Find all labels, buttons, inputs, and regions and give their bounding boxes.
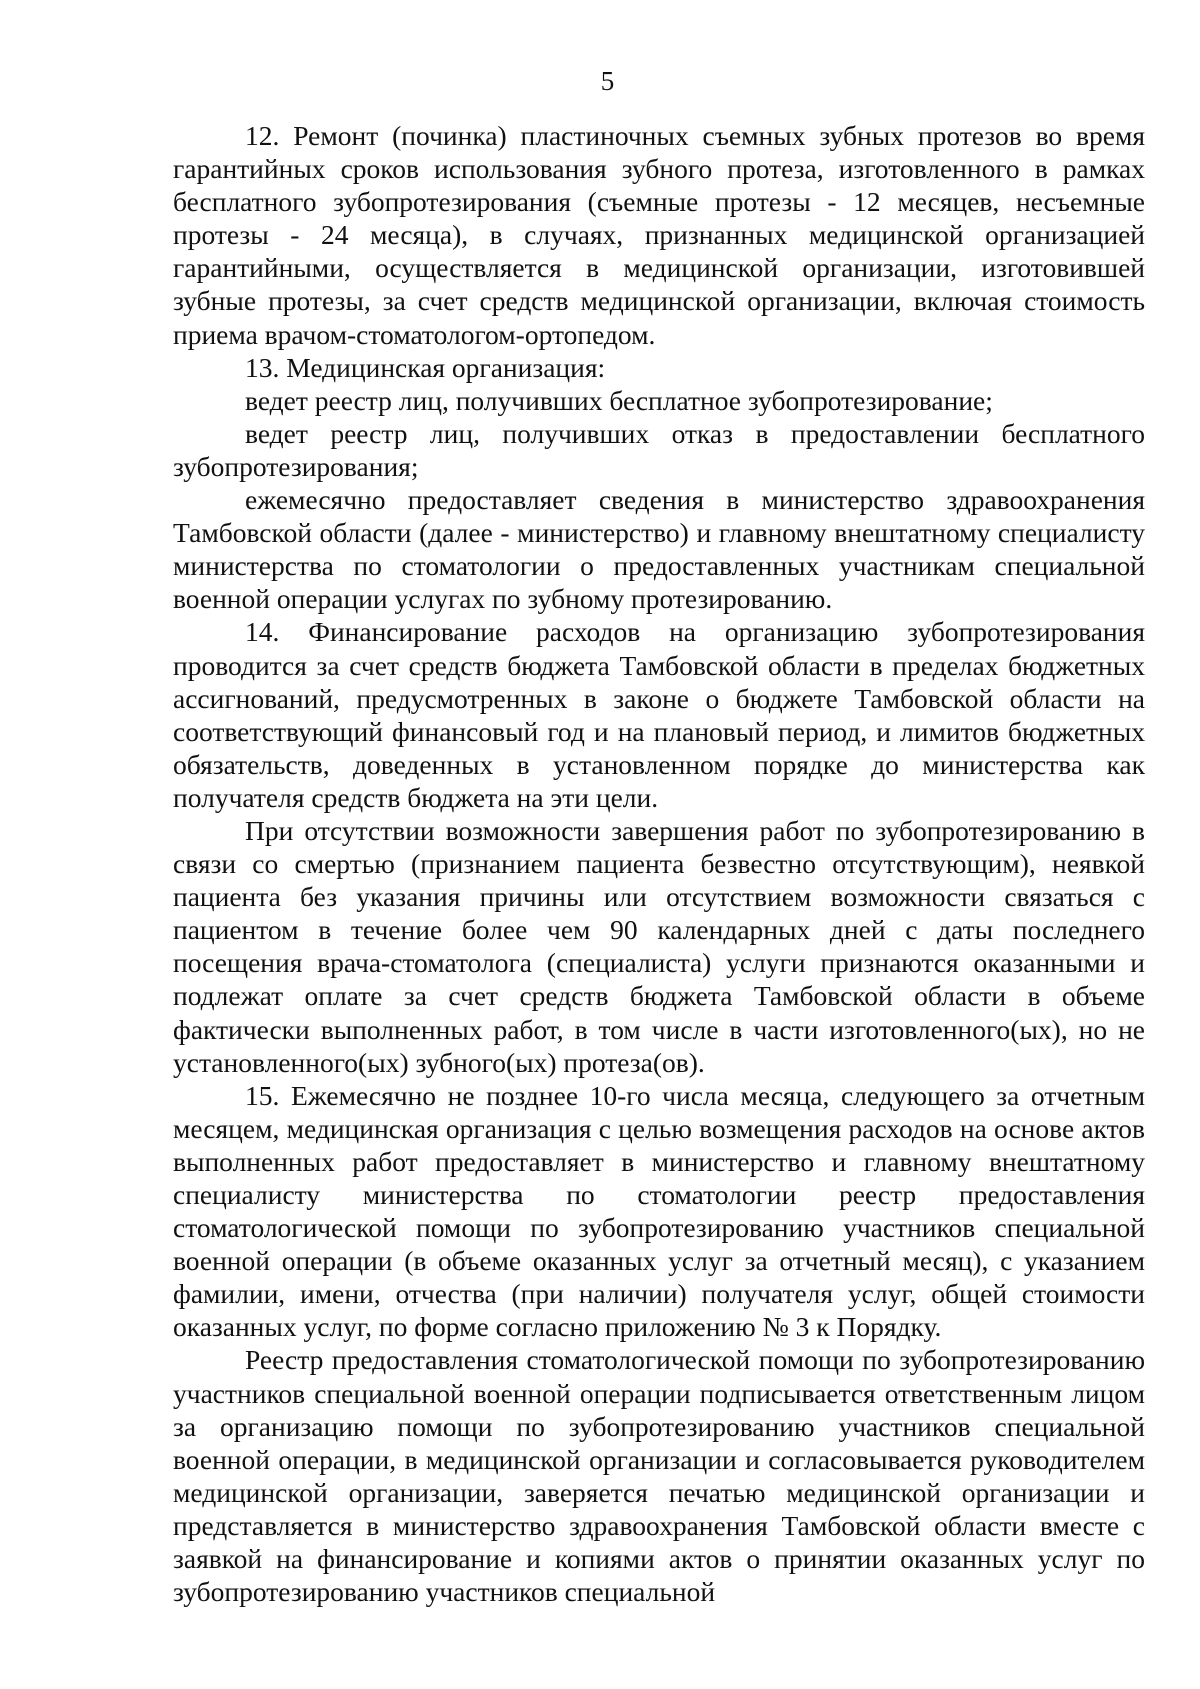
paragraph-14-incomplete-work: При отсутствии возможности завершения работ по зубопротезированию в связи со смертью (признанием пациента безвестно отсутствующим), неявкой пациента без указания причины или отсутствием возможности связаться с пациентом в течение более чем 90 календарных дней с даты последнего посещения врача-стоматолога (специалиста) услуги признаются оказанными и подлежат оплате за счет средств бюджета Тамбовской области в объеме фактически выполненных работ, в том числе в части изготовленного(ых), но не установленного(ых) зубного(ых) протеза(ов).: [173, 814, 1145, 1078]
page-number: 5: [600, 66, 615, 96]
paragraph-12-repair: 12. Ремонт (починка) пластиночных съемных зубных протезов во время гарантийных сроков использования зубного протеза, изготовленного в рамках бесплатного зубопротезирования (съемные протезы - 12 месяцев, несъемные протезы - 24 месяца), в случаях, признанных медицинской организацией гарантийными, осуществляется в медицинской организации, изготовившей зубные протезы, за счет средств медицинской организации, включая стоимость приема врачом-стоматологом-ортопедом.: [173, 120, 1145, 350]
paragraph-15-registry-signing: Реестр предоставления стоматологической помощи по зубопротезированию участников специальной военной операции подписывается ответственным лицом за организацию помощи по зубопротезированию участников специальной военной операции, в медицинской организации и согласовывается руководителем медицинской организации, заверяется печатью медицинской организации и представляется в министерство здравоохранения Тамбовской области вместе с заявкой на финансирование и копиями актов о принятии оказанных услуг по зубопротезированию участников специальной: [173, 1344, 1145, 1608]
paragraph-13-monthly-report: ежемесячно предоставляет сведения в министерство здравоохранения Тамбовской области (далее - министерство) и главному внештатному специалисту министерства по стоматологии о предоставленных участникам специальной военной операции услугах по зубному протезированию.: [173, 484, 1145, 615]
paragraph-15-monthly-registry: 15. Ежемесячно не позднее 10-го числа месяца, следующего за отчетным месяцем, медицинская организация с целью возмещения расходов на основе актов выполненных работ предоставляет в министерство и главному внештатному специалисту министерства по стоматологии реестр предоставления стоматологической помощи по зубопротезированию участников специальной военной операции (в объеме оказанных услуг за отчетный месяц), с указанием фамилии, имени, отчества (при наличии) получателя услуг, общей стоимости оказанных услуг, по форме согласно приложению № 3 к Порядку.: [173, 1079, 1145, 1343]
paragraph-14-financing: 14. Финансирование расходов на организацию зубопротезирования проводится за счет средств бюджета Тамбовской области в пределах бюджетных ассигнований, предусмотренных в законе о бюджете Тамбовской области на соответствующий финансовый год и на плановый период, и лимитов бюджетных обязательств, доведенных в установленном порядке до министерства как получателя средств бюджета на эти цели.: [173, 616, 1145, 813]
paragraph-13-heading: 13. Медицинская организация:: [245, 351, 606, 383]
document-body: [173, 119, 1145, 1608]
paragraph-13-registry-refused: ведет реестр лиц, получивших отказ в предоставлении бесплатного зубопротезирования;: [173, 417, 1145, 482]
paragraph-13-registry-received: ведет реестр лиц, получивших бесплатное зубопротезирование;: [245, 384, 993, 416]
